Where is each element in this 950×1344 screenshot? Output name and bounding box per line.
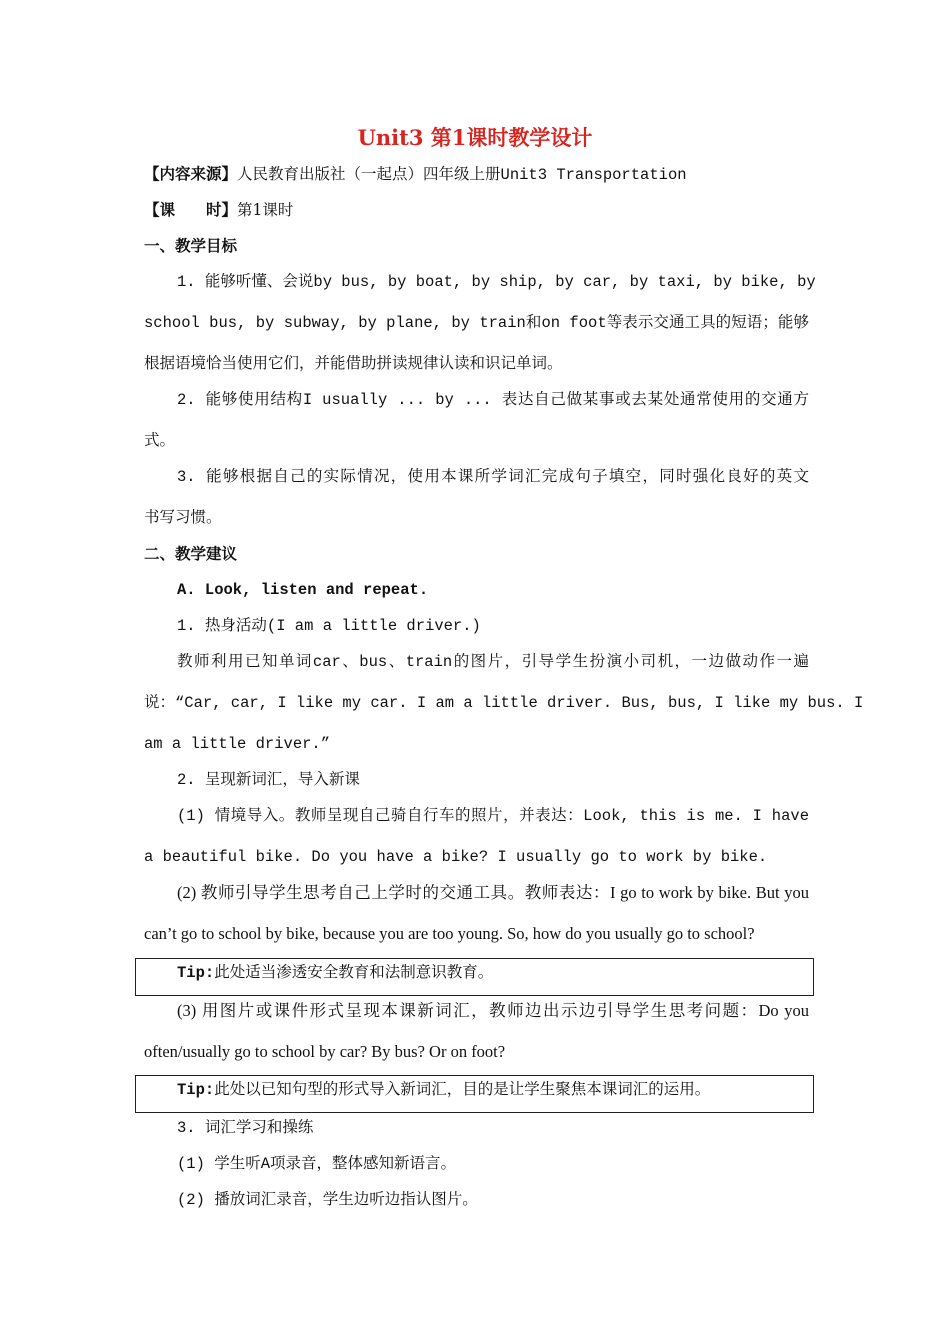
- period-line: [144, 200, 809, 220]
- objective-line: 书写习惯。: [144, 509, 222, 527]
- tip-label: Tip:: [177, 1081, 215, 1099]
- suggestion-line: (2) 教师引导学生思考自己上学时的交通工具。教师表达：I go to work by bike. But you: [177, 883, 809, 902]
- suggestion-line: often/usually go to school by car? By bus? Or on foot?: [144, 1042, 506, 1061]
- period-label: 【课 时】: [144, 200, 238, 219]
- tip-text: 此处适当渗透安全教育和法制意识教育。: [214, 963, 494, 981]
- suggestion-line: (1) 学生听A项录音，整体感知新语言。: [177, 1155, 457, 1173]
- objective-line: 根据语境恰当使用它们，并能借助拼读规律认读和识记单词。: [144, 355, 563, 373]
- suggestion-line: 1. 热身活动(I am a little driver.): [177, 617, 481, 635]
- page-title: Unit3 第1课时教学设计: [357, 125, 593, 150]
- objective-line: 3. 能够根据自己的实际情况，使用本课所学词汇完成句子填空，同时强化良好的英文: [177, 468, 809, 486]
- section2-heading: 二、教学建议: [144, 544, 238, 563]
- tip-line: [177, 1079, 710, 1100]
- objective-line: 1. 能够听懂、会说by bus, by boat, by ship, by car, by taxi, by bike, by: [177, 273, 816, 291]
- tip-text: 此处以已知句型的形式导入新词汇，目的是让学生聚焦本课词汇的运用。: [214, 1080, 711, 1098]
- section2-subheading: A. Look, listen and repeat.: [177, 581, 429, 599]
- objective-line: 2. 能够使用结构I usually ... by ... 表达自己做某事或去某处通常使用的交通方: [177, 391, 809, 409]
- objective-line: 式。: [144, 432, 176, 450]
- tip-line: [177, 962, 493, 983]
- suggestion-line: 教师利用已知单词car、bus、train的图片，引导学生扮演小司机，一边做动作一遍: [177, 653, 809, 671]
- objective-line: school bus, by subway, by plane, by train和on foot等表示交通工具的短语；能够: [144, 314, 809, 332]
- tip-label: Tip:: [177, 964, 215, 982]
- suggestion-line: 3. 词汇学习和操练: [177, 1119, 314, 1137]
- source-text: 人民教育出版社（一起点）四年级上册Unit3 Transportation: [237, 166, 687, 184]
- suggestion-line: (3) 用图片或课件形式呈现本课新词汇，教师边出示边引导学生思考问题：Do you: [177, 1001, 809, 1020]
- suggestion-line: (1) 情境导入。教师呈现自己骑自行车的照片，并表达：Look, this is me. I have: [177, 807, 809, 825]
- suggestion-line: 说：“Car, car, I like my car. I am a little driver. Bus, bus, I like my bus. I: [144, 694, 864, 712]
- suggestion-line: 2. 呈现新词汇，导入新课: [177, 771, 360, 789]
- source-line: [144, 164, 809, 185]
- suggestion-line: (2) 播放词汇录音，学生边听边指认图片。: [177, 1191, 478, 1209]
- suggestion-line: can’t go to school by bike, because you are too young. So, how do you usually go to school?: [144, 924, 755, 943]
- section1-heading: 一、教学目标: [144, 236, 238, 255]
- period-text: 第1课时: [237, 201, 294, 219]
- suggestion-line: am a little driver.”: [144, 735, 331, 753]
- suggestion-line: a beautiful bike. Do you have a bike? I usually go to work by bike.: [144, 848, 768, 866]
- source-label: 【内容来源】: [144, 164, 238, 183]
